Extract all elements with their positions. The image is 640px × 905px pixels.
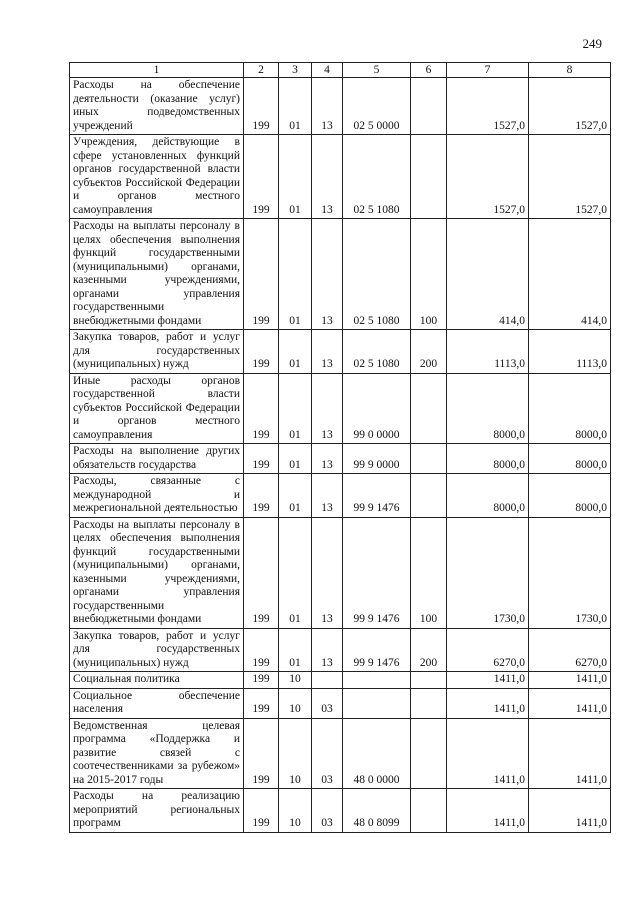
section-cell: 10: [279, 789, 312, 833]
row-name-cell: Расходы на выполнение других обязательств государства: [70, 444, 244, 474]
table-row: [70, 718, 611, 789]
subsection-cell: 13: [312, 330, 343, 374]
amount-cell: 1411,0: [529, 672, 611, 689]
expense-type-cell: 100: [411, 517, 447, 628]
expense-type-cell: [411, 718, 447, 789]
subsection-cell: 13: [312, 219, 343, 330]
target-article-cell: [343, 688, 411, 718]
amount-cell: 414,0: [529, 219, 611, 330]
amount-cell: 8000,0: [447, 373, 529, 444]
table-row: [70, 789, 611, 833]
amount-cell: 1113,0: [447, 330, 529, 374]
amount-cell: 1527,0: [529, 78, 611, 135]
subsection-cell: 13: [312, 78, 343, 135]
column-header: 2: [244, 63, 279, 78]
code-cell: 199: [244, 517, 279, 628]
table-row: [70, 373, 611, 444]
section-cell: 01: [279, 78, 312, 135]
section-cell: 01: [279, 517, 312, 628]
subsection-cell: 13: [312, 517, 343, 628]
amount-cell: 1527,0: [447, 78, 529, 135]
code-cell: 199: [244, 718, 279, 789]
expense-type-cell: [411, 444, 447, 474]
subsection-cell: [312, 672, 343, 689]
amount-cell: 1411,0: [529, 718, 611, 789]
row-name-cell: Ведомственная целевая программа «Поддержка и развитие связей с соотечественниками за рубежом» на 2015-2017 годы: [70, 718, 244, 789]
amount-cell: 1411,0: [447, 718, 529, 789]
target-article-cell: 99 9 1476: [343, 628, 411, 672]
target-article-cell: 48 0 0000: [343, 718, 411, 789]
code-cell: 199: [244, 789, 279, 833]
row-name-cell: Расходы на обеспечение деятельности (оказание услуг) иных подведомственных учреждений: [70, 78, 244, 135]
table-row: [70, 135, 611, 219]
table-row: [70, 330, 611, 374]
column-header: 5: [343, 63, 411, 78]
table-row: [70, 474, 611, 518]
expense-type-cell: [411, 789, 447, 833]
row-name-cell: Закупка товаров, работ и услуг для государственных (муниципальных) нужд: [70, 330, 244, 374]
code-cell: 199: [244, 672, 279, 689]
subsection-cell: 03: [312, 688, 343, 718]
amount-cell: 1730,0: [529, 517, 611, 628]
amount-cell: 1527,0: [447, 135, 529, 219]
table-body: [70, 78, 611, 833]
target-article-cell: 02 5 1080: [343, 330, 411, 374]
target-article-cell: 02 5 0000: [343, 78, 411, 135]
section-cell: 01: [279, 219, 312, 330]
subsection-cell: 13: [312, 135, 343, 219]
row-name-cell: Социальное обеспечение населения: [70, 688, 244, 718]
column-header: 8: [529, 63, 611, 78]
section-cell: 01: [279, 474, 312, 518]
amount-cell: 6270,0: [529, 628, 611, 672]
column-header: 4: [312, 63, 343, 78]
section-cell: 01: [279, 444, 312, 474]
expense-type-cell: 200: [411, 330, 447, 374]
section-cell: 01: [279, 135, 312, 219]
amount-cell: 8000,0: [529, 474, 611, 518]
amount-cell: 1113,0: [529, 330, 611, 374]
code-cell: 199: [244, 444, 279, 474]
row-name-cell: Социальная политика: [70, 672, 244, 689]
expense-type-cell: [411, 688, 447, 718]
budget-table: [69, 62, 611, 833]
subsection-cell: 03: [312, 789, 343, 833]
section-cell: 10: [279, 718, 312, 789]
code-cell: 199: [244, 135, 279, 219]
section-cell: 01: [279, 373, 312, 444]
amount-cell: 8000,0: [447, 444, 529, 474]
amount-cell: 1527,0: [529, 135, 611, 219]
row-name-cell: Расходы на выплаты персоналу в целях обеспечения выполнения функций государственными (муниципальными) органами, казенными учреждениями, органами управления государственными внебюджетными фондами: [70, 219, 244, 330]
amount-cell: 8000,0: [447, 474, 529, 518]
table-row: [70, 672, 611, 689]
column-header: 6: [411, 63, 447, 78]
subsection-cell: 13: [312, 373, 343, 444]
code-cell: 199: [244, 628, 279, 672]
table-row: [70, 628, 611, 672]
expense-type-cell: [411, 135, 447, 219]
row-name-cell: Расходы на выплаты персоналу в целях обеспечения выполнения функций государственными (муниципальными) органами, казенными учреждениями, органами управления государственными внебюджетными фондами: [70, 517, 244, 628]
amount-cell: 6270,0: [447, 628, 529, 672]
section-cell: 01: [279, 628, 312, 672]
code-cell: 199: [244, 373, 279, 444]
amount-cell: 414,0: [447, 219, 529, 330]
subsection-cell: 13: [312, 474, 343, 518]
code-cell: 199: [244, 688, 279, 718]
table-row: [70, 688, 611, 718]
subsection-cell: 13: [312, 444, 343, 474]
target-article-cell: 99 9 0000: [343, 444, 411, 474]
row-name-cell: Расходы, связанные с международной и межрегиональной деятельностью: [70, 474, 244, 518]
subsection-cell: 03: [312, 718, 343, 789]
expense-type-cell: [411, 672, 447, 689]
amount-cell: 1730,0: [447, 517, 529, 628]
table-row: [70, 444, 611, 474]
section-cell: 01: [279, 330, 312, 374]
table-row: [70, 517, 611, 628]
code-cell: 199: [244, 330, 279, 374]
target-article-cell: 02 5 1080: [343, 219, 411, 330]
row-name-cell: Расходы на реализацию мероприятий региональных программ: [70, 789, 244, 833]
row-name-cell: Учреждения, действующие в сфере установленных функций органов государственной власти субъектов Российской Федерации и органов местного самоуправления: [70, 135, 244, 219]
expense-type-cell: [411, 78, 447, 135]
section-cell: 10: [279, 672, 312, 689]
table-row: [70, 78, 611, 135]
code-cell: 199: [244, 78, 279, 135]
target-article-cell: 99 9 1476: [343, 517, 411, 628]
amount-cell: 1411,0: [529, 789, 611, 833]
expense-type-cell: [411, 474, 447, 518]
amount-cell: 8000,0: [529, 373, 611, 444]
code-cell: 199: [244, 474, 279, 518]
section-cell: 10: [279, 688, 312, 718]
row-name-cell: Закупка товаров, работ и услуг для государственных (муниципальных) нужд: [70, 628, 244, 672]
amount-cell: 1411,0: [447, 789, 529, 833]
target-article-cell: 99 9 1476: [343, 474, 411, 518]
table-row: [70, 219, 611, 330]
header-row: [70, 63, 611, 78]
column-header: 3: [279, 63, 312, 78]
expense-type-cell: 200: [411, 628, 447, 672]
target-article-cell: 99 0 0000: [343, 373, 411, 444]
amount-cell: 1411,0: [447, 672, 529, 689]
expense-type-cell: 100: [411, 219, 447, 330]
page-number: 249: [582, 36, 602, 51]
target-article-cell: 48 0 8099: [343, 789, 411, 833]
row-name-cell: Иные расходы органов государственной власти субъектов Российской Федерации и органов местного самоуправления: [70, 373, 244, 444]
code-cell: 199: [244, 219, 279, 330]
target-article-cell: [343, 672, 411, 689]
column-header: 7: [447, 63, 529, 78]
column-header: 1: [70, 63, 244, 78]
expense-type-cell: [411, 373, 447, 444]
target-article-cell: 02 5 1080: [343, 135, 411, 219]
amount-cell: 1411,0: [447, 688, 529, 718]
amount-cell: 1411,0: [529, 688, 611, 718]
subsection-cell: 13: [312, 628, 343, 672]
amount-cell: 8000,0: [529, 444, 611, 474]
